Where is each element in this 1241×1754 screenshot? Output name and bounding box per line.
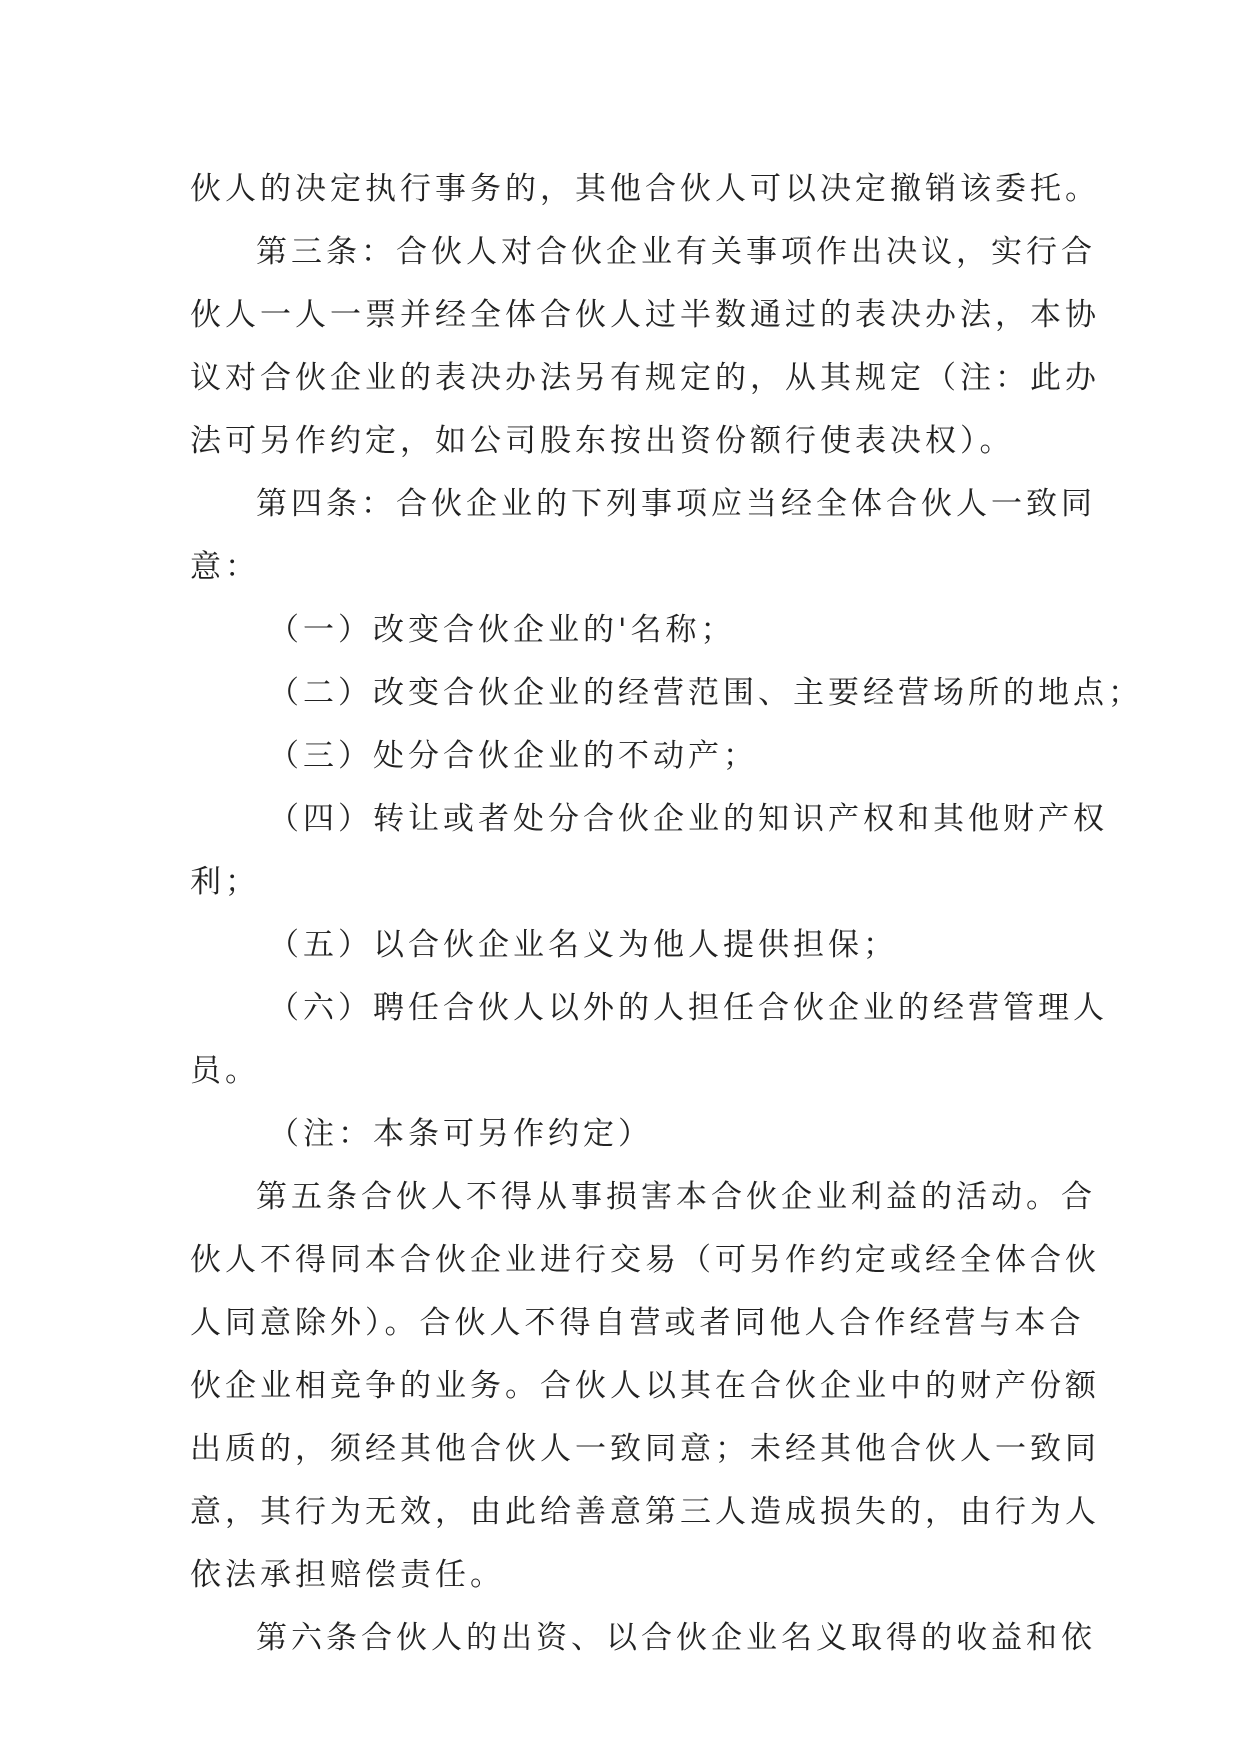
text-line: 意： — [190, 549, 260, 585]
article-4-line: 第四条：合伙企业的下列事项应当经全体合伙人一致同 — [256, 486, 1096, 522]
article-5-line: 第五条合伙人不得从事损害本合伙企业利益的活动。合 — [256, 1179, 1096, 1215]
text-line: 伙企业相竞争的业务。合伙人以其在合伙企业中的财产份额 — [190, 1368, 1100, 1404]
text-line: 利； — [190, 864, 260, 900]
list-item: （四）转让或者处分合伙企业的知识产权和其他财产权 — [268, 801, 1108, 837]
text-line: 出质的，须经其他合伙人一致同意；未经其他合伙人一致同 — [190, 1431, 1100, 1467]
text-line: 伙人不得同本合伙企业进行交易（可另作约定或经全体合伙 — [190, 1242, 1100, 1278]
article-3-line: 第三条：合伙人对合伙企业有关事项作出决议，实行合 — [256, 234, 1096, 270]
list-item: （六）聘任合伙人以外的人担任合伙企业的经营管理人 — [268, 990, 1108, 1026]
note-line: （注：本条可另作约定） — [268, 1116, 653, 1152]
document-body — [190, 158, 1143, 1670]
text-line: 议对合伙企业的表决办法另有规定的，从其规定（注：此办 — [190, 360, 1100, 396]
list-item: （三）处分合伙企业的不动产； — [268, 738, 758, 774]
list-item: （二）改变合伙企业的经营范围、主要经营场所的地点； — [268, 675, 1143, 711]
text-line: 依法承担赔偿责任。 — [190, 1557, 505, 1593]
list-item: （五）以合伙企业名义为他人提供担保； — [268, 927, 898, 963]
text-line: 意，其行为无效，由此给善意第三人造成损失的，由行为人 — [190, 1494, 1100, 1530]
text-line: 法可另作约定，如公司股东按出资份额行使表决权）。 — [190, 423, 1015, 459]
text-line: 伙人一人一票并经全体合伙人过半数通过的表决办法，本协 — [190, 297, 1100, 333]
list-item: （一）改变合伙企业的'名称； — [268, 612, 736, 648]
article-6-line: 第六条合伙人的出资、以合伙企业名义取得的收益和依 — [256, 1620, 1096, 1656]
text-line: 伙人的决定执行事务的，其他合伙人可以决定撤销该委托。 — [190, 171, 1100, 207]
text-line: 员。 — [190, 1053, 260, 1089]
text-line: 人同意除外）。合伙人不得自营或者同他人合作经营与本合 — [190, 1305, 1085, 1341]
